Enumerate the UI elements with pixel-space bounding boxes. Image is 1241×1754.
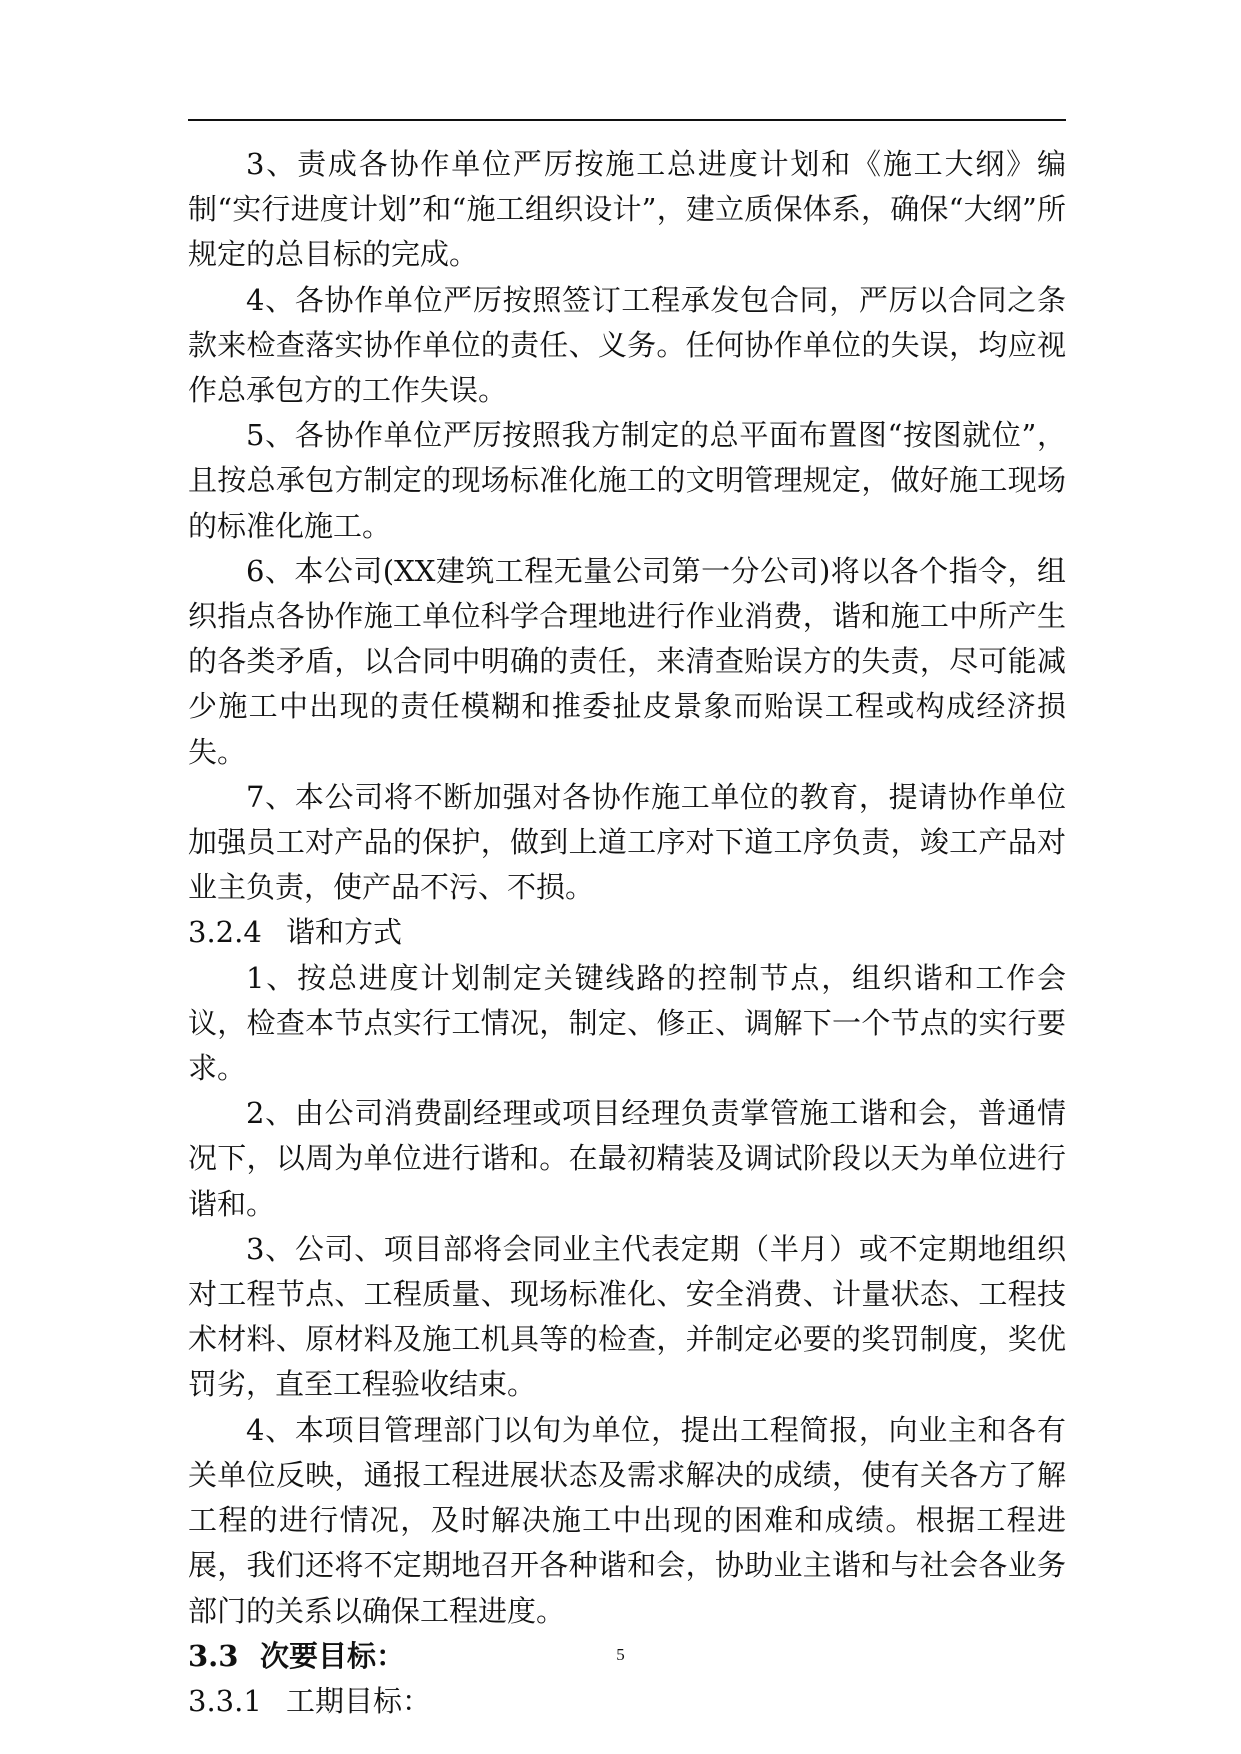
section-number: 3.3 (188, 1638, 239, 1673)
paragraph: 3、公司、项目部将会同业主代表定期（半月）或不定期地组织对工程节点、工程质量、现场标准化、安全消费、计量状态、工程技术材料、原材料及施工机具等的检查，并制定必要的奖罚制度，奖优罚劣，直至工程验收结束。 (188, 1231, 1066, 1402)
section-number: 3.2.4 (188, 915, 262, 950)
paragraph: 3、责成各协作单位严厉按施工总进度计划和《施工大纲》编制“实行进度计划”和“施工组织设计”，建立质保体系，确保“大纲”所规定的总目标的完成。 (188, 147, 1066, 272)
header-rule (188, 119, 1066, 121)
section-title: 谐和方式 (286, 915, 403, 950)
page-number: 5 (616, 1645, 625, 1664)
section-heading-3-3-1 (188, 1679, 1066, 1724)
section-number: 3.3.1 (188, 1683, 262, 1718)
paragraph: 4、本项目管理部门以旬为单位，提出工程简报，向业主和各有关单位反映，通报工程进展状态及需求解决的成绩，使有关各方了解工程的进行情况，及时解决施工中出现的困难和成绩。根据工程进展，我们还将不定期地召开各种谐和会，协助业主谐和与社会各业务部门的关系以确保工程进度。 (188, 1412, 1066, 1628)
document-body (188, 142, 1066, 1724)
paragraph: 1、按总进度计划制定关键线路的控制节点，组织谐和工作会议，检查本节点实行工情况，制定、修正、调解下一个节点的实行要求。 (188, 960, 1066, 1086)
paragraph: 5、各协作单位严厉按照我方制定的总平面布置图“按图就位”，且按总承包方制定的现场标准化施工的文明管理规定，做好施工现场的标准化施工。 (188, 418, 1066, 543)
paragraph: 7、本公司将不断加强对各协作施工单位的教育，提请协作单位加强员工对产品的保护，做到上道工序对下道工序负责，竣工产品对业主负责，使产品不污、不损。 (188, 779, 1066, 905)
section-title: 工期目标： (286, 1683, 432, 1718)
paragraph: 6、本公司(XX建筑工程无量公司第一分公司)将以各个指令，组织指点各协作施工单位科学合理地进行作业消费，谐和施工中所产生的各类矛盾，以合同中明确的责任，来清查贻误方的失责，尽可能减少施工中出现的责任模糊和推委扯皮景象而贻误工程或构成经济损失。 (188, 553, 1066, 769)
section-heading-3-2-4 (188, 910, 1066, 955)
section-title: 次要目标： (260, 1638, 406, 1673)
paragraph: 4、各协作单位严厉按照签订工程承发包合同，严厉以合同之条款来检查落实协作单位的责任、义务。任何协作单位的失误，均应视作总承包方的工作失误。 (188, 282, 1066, 408)
paragraph: 2、由公司消费副经理或项目经理负责掌管施工谐和会，普通情况下，以周为单位进行谐和。在最初精装及调试阶段以天为单位进行谐和。 (188, 1096, 1066, 1221)
